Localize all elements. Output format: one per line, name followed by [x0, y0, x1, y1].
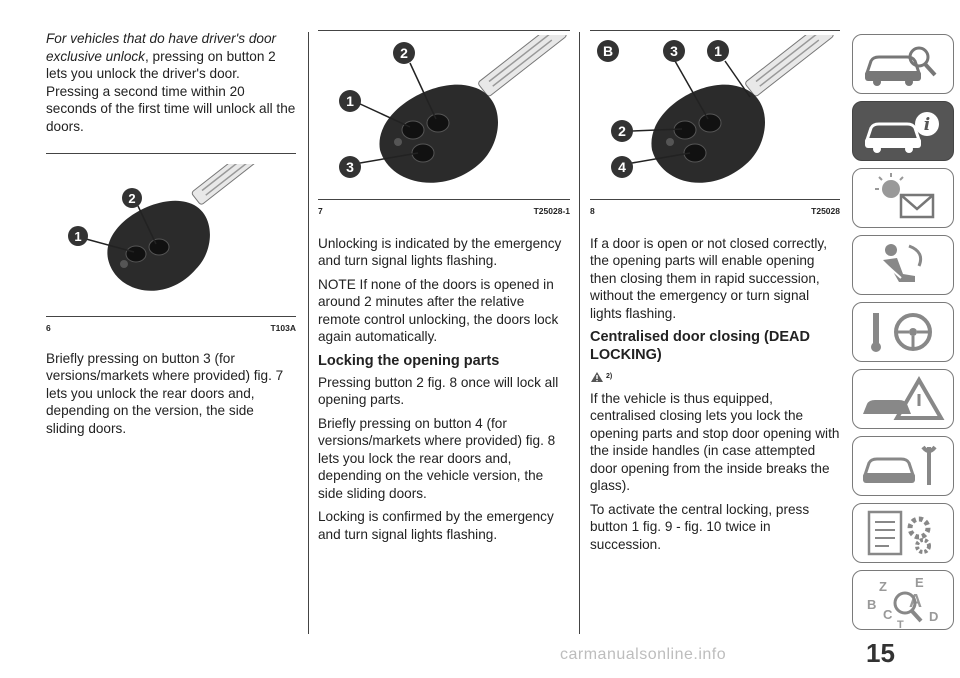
- paragraph-note: NOTE If none of the doors is opened in around 2 minutes after the relative remote control unlocking, the doors lock again automatically.: [318, 276, 559, 344]
- column-2: [318, 30, 570, 549]
- paragraph: If a door is open or not closed correctly, the opening parts will enable opening then closing them in rapid succession, without the emergency or turn signal lights flashing.: [590, 235, 828, 321]
- fig7-label-1: 1: [346, 93, 354, 109]
- tab-car-search[interactable]: [852, 34, 954, 94]
- warning-lights-icon: [853, 169, 953, 227]
- paragraph: Unlocking is indicated by the emergency and turn signal lights flashing.: [318, 235, 562, 268]
- index-az-icon: [853, 571, 953, 629]
- section-tabs: [852, 34, 960, 637]
- index-letter: Z: [879, 579, 887, 594]
- key-steering-icon: [853, 303, 953, 361]
- figure-7: [318, 30, 570, 221]
- column-1: [46, 30, 296, 443]
- car-service-icon: [853, 437, 953, 495]
- fig8-label-2: 2: [618, 123, 626, 139]
- figure-number: 8: [590, 206, 595, 216]
- index-letter: E: [915, 575, 924, 590]
- tab-technical-data[interactable]: [852, 503, 954, 563]
- section-heading: Centralised door closing (DEAD LOCKING): [590, 329, 810, 363]
- tab-starting-driving[interactable]: [852, 302, 954, 362]
- tab-warning-lights[interactable]: [852, 168, 954, 228]
- paragraph: Locking is confirmed by the emergency and turn signal lights flashing.: [318, 509, 554, 542]
- index-letter: D: [929, 609, 939, 624]
- paragraph: To activate the central locking, press button 1 fig. 9 - fig. 10 twice in succession.: [590, 501, 810, 552]
- tab-safety[interactable]: [852, 235, 954, 295]
- car-info-icon: [853, 102, 953, 160]
- fig8-label-1: 1: [714, 43, 722, 59]
- paragraph: Briefly pressing on button 3 (for versions/markets where provided) fig. 7 lets you unlock the rear doors and, depending on the version, the side sliding doors.: [46, 350, 284, 436]
- breakdown-triangle-icon: [853, 370, 953, 428]
- figure-code: T103A: [270, 323, 296, 333]
- index-letter: B: [867, 597, 877, 612]
- figure-number: 6: [46, 323, 51, 333]
- figure-6-caption: [46, 316, 296, 338]
- page-number: 15: [866, 638, 895, 668]
- fig6-label-1: 1: [74, 229, 82, 244]
- figure-8-caption: [590, 199, 840, 221]
- paragraph: If the vehicle is thus equipped, centralised closing lets you lock the opening parts and stop door opening with the inside handles (in case attempted door opening from the inside breaks the glass).: [590, 390, 840, 493]
- column-divider: [579, 32, 580, 634]
- figure-code: T25028: [811, 206, 840, 216]
- key-fob-image: [318, 35, 570, 197]
- fig7-label-3: 3: [346, 159, 354, 175]
- section-heading: Locking the opening parts: [318, 352, 500, 369]
- tab-index[interactable]: [852, 570, 954, 630]
- column-divider: [308, 32, 309, 634]
- tab-maintenance[interactable]: [852, 436, 954, 496]
- fig8-label-b: B: [602, 43, 614, 59]
- index-letter: T: [897, 619, 904, 629]
- key-fob-image: [590, 35, 840, 197]
- figure-number: 7: [318, 206, 323, 216]
- intro-italic: For vehicles that do have driver's door exclusive unlock: [46, 31, 277, 64]
- tab-car-info[interactable]: [852, 101, 954, 161]
- warning-triangle-icon: [590, 371, 604, 383]
- key-fob-image: [46, 164, 296, 314]
- fig8-label-4: 4: [618, 159, 626, 175]
- figure-6: [46, 153, 296, 338]
- figure-8: [590, 30, 840, 221]
- fig7-label-2: 2: [400, 45, 408, 61]
- watermark: carmanualsonline.info: [560, 646, 727, 663]
- column-3: [590, 30, 840, 559]
- specs-gear-icon: [853, 504, 953, 562]
- index-letter: C: [883, 607, 893, 622]
- intro-rest: , pressing on button 2 lets you unlock the driver's door. Pressing a second time within 20 seconds of the first time will unlock all the doors.: [46, 48, 296, 134]
- fig8-label-3: 3: [670, 43, 678, 59]
- paragraph: Pressing button 2 fig. 8 once will lock all opening parts.: [318, 374, 559, 407]
- paragraph: Briefly pressing on button 4 (for versions/markets where provided) fig. 8 lets you lock the rear doors and, depending on the vehicle version, the side sliding doors.: [318, 415, 556, 501]
- fig6-label-2: 2: [128, 191, 136, 206]
- svg-text:i: i: [923, 115, 931, 135]
- intro-paragraph: [46, 30, 296, 135]
- airbag-seat-icon: [853, 236, 953, 294]
- tab-emergency[interactable]: [852, 369, 954, 429]
- figure-code: T25028-1: [533, 206, 570, 216]
- index-letter: A: [909, 591, 922, 611]
- warning-ref-number: 2): [606, 373, 613, 380]
- car-search-icon: [853, 35, 953, 93]
- figure-7-caption: [318, 199, 570, 221]
- warning-reference: [590, 368, 840, 386]
